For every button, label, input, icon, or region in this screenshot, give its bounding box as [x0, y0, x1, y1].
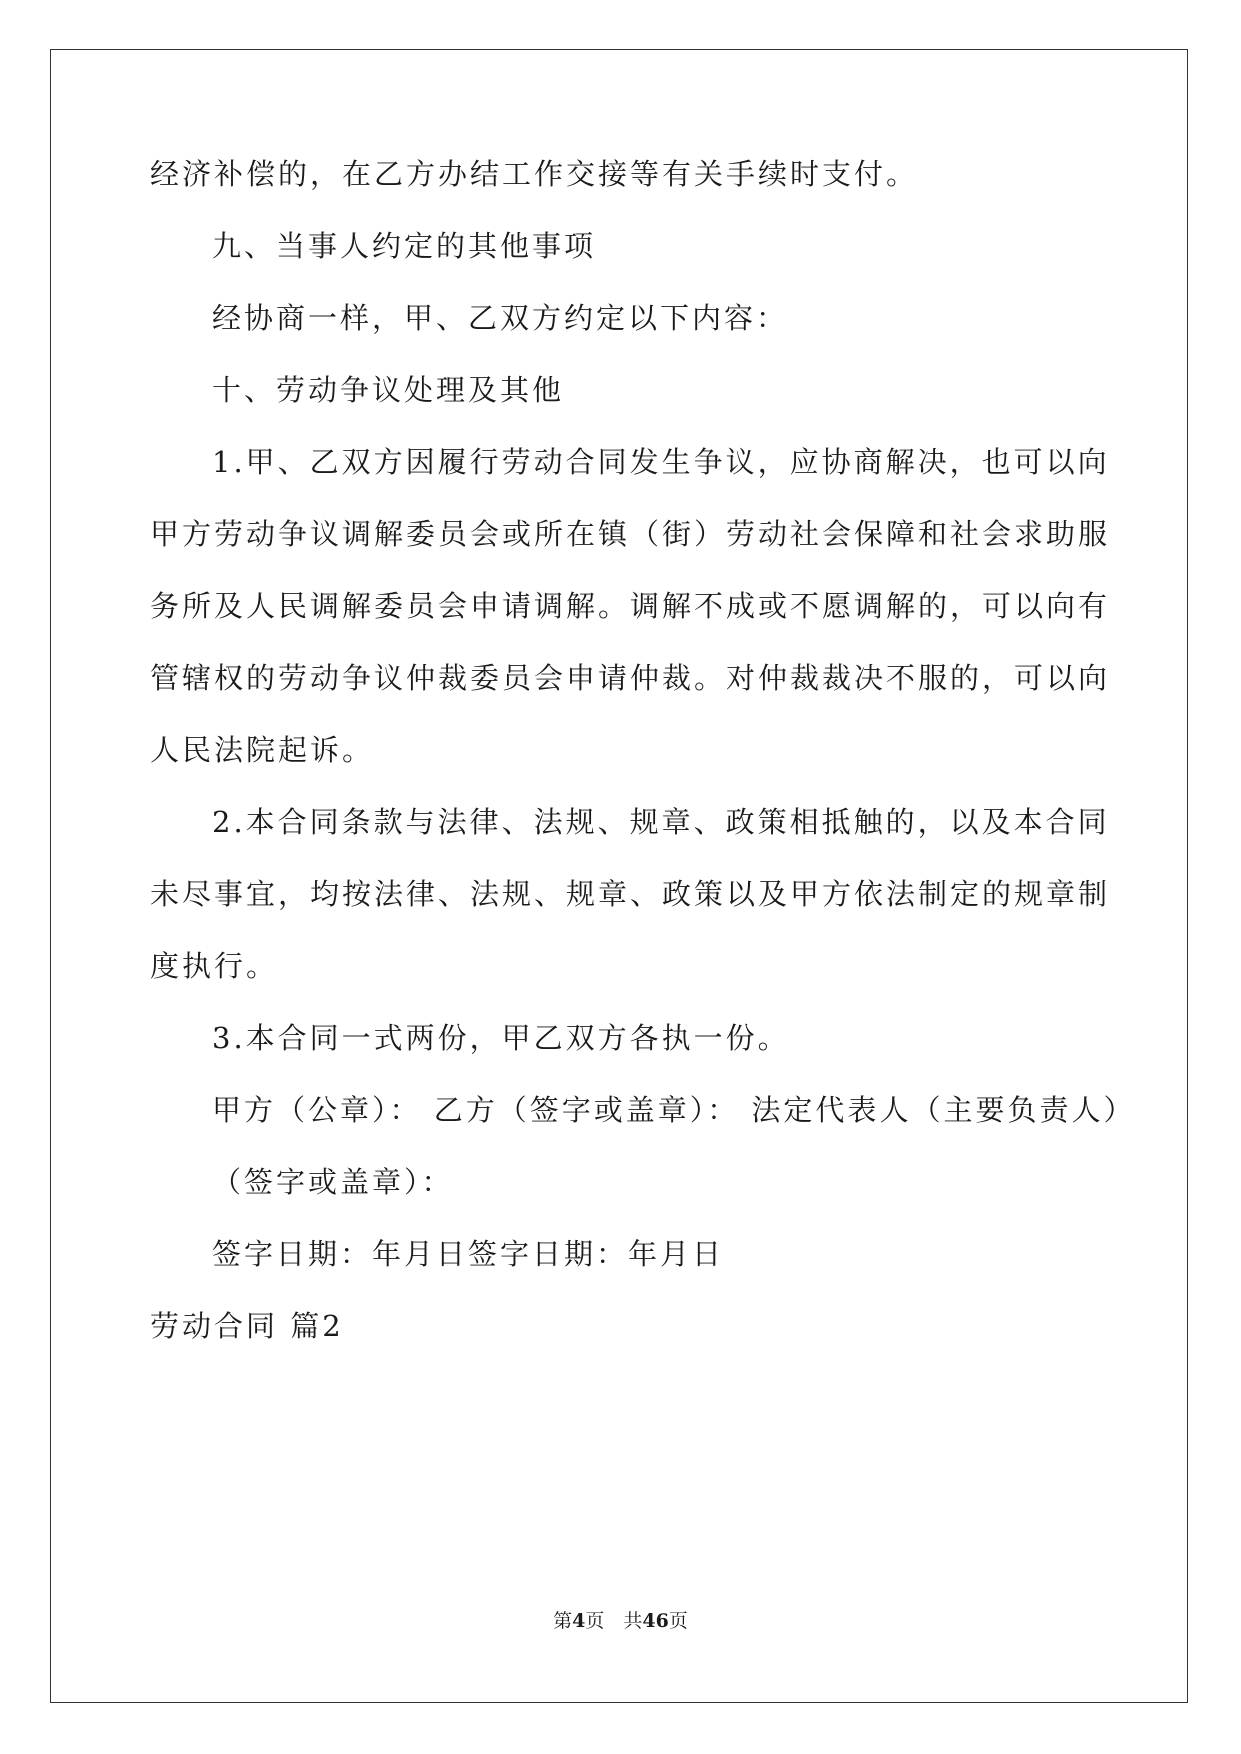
- paragraph-line: 人民法院起诉。: [150, 733, 375, 767]
- paragraph-line: 经协商一样，甲、乙双方约定以下内容：: [212, 301, 789, 335]
- footer-prefix: 第: [553, 1610, 573, 1632]
- footer-suffix: 页: [668, 1610, 688, 1632]
- paragraph-line: 经济补偿的，在乙方办结工作交接等有关手续时支付。: [150, 157, 919, 191]
- paragraph-line: 3.本合同一式两份，甲乙双方各执一份。: [212, 1021, 790, 1055]
- article-title: 劳动合同 篇2: [150, 1309, 344, 1343]
- footer-total-pages: 46: [642, 1610, 669, 1632]
- signature-date-line: 签字日期：年月日签字日期：年月日: [212, 1237, 725, 1271]
- paragraph-line: 度执行。: [150, 949, 279, 983]
- footer-current-page: 4: [572, 1610, 586, 1632]
- footer-mid: 页 共: [585, 1610, 643, 1632]
- paragraph-line: 管辖权的劳动争议仲裁委员会申请仲裁。对仲裁裁决不服的，可以向: [150, 661, 1111, 695]
- paragraph-line: 2.本合同条款与法律、法规、规章、政策相抵触的，以及本合同: [212, 805, 1110, 839]
- paragraph-line: 1.甲、乙双方因履行劳动合同发生争议，应协商解决，也可以向: [212, 445, 1110, 479]
- paragraph-line: 务所及人民调解委员会申请调解。调解不成或不愿调解的，可以向有: [150, 589, 1111, 623]
- section-heading-ten: 十、劳动争议处理及其他: [212, 373, 565, 407]
- signature-note-line: （签字或盖章）：: [212, 1165, 454, 1199]
- paragraph-line: 甲方劳动争议调解委员会或所在镇（街）劳动社会保障和社会求助服: [150, 517, 1111, 551]
- paragraph-line: 未尽事宜，均按法律、法规、规章、政策以及甲方依法制定的规章制: [150, 877, 1111, 911]
- section-heading-nine: 九、当事人约定的其他事项: [212, 229, 597, 263]
- signature-parties-line: 甲方（公章）： 乙方（签字或盖章）： 法定代表人（主要负责人）: [212, 1093, 1136, 1127]
- page-footer: [0, 1609, 1241, 1633]
